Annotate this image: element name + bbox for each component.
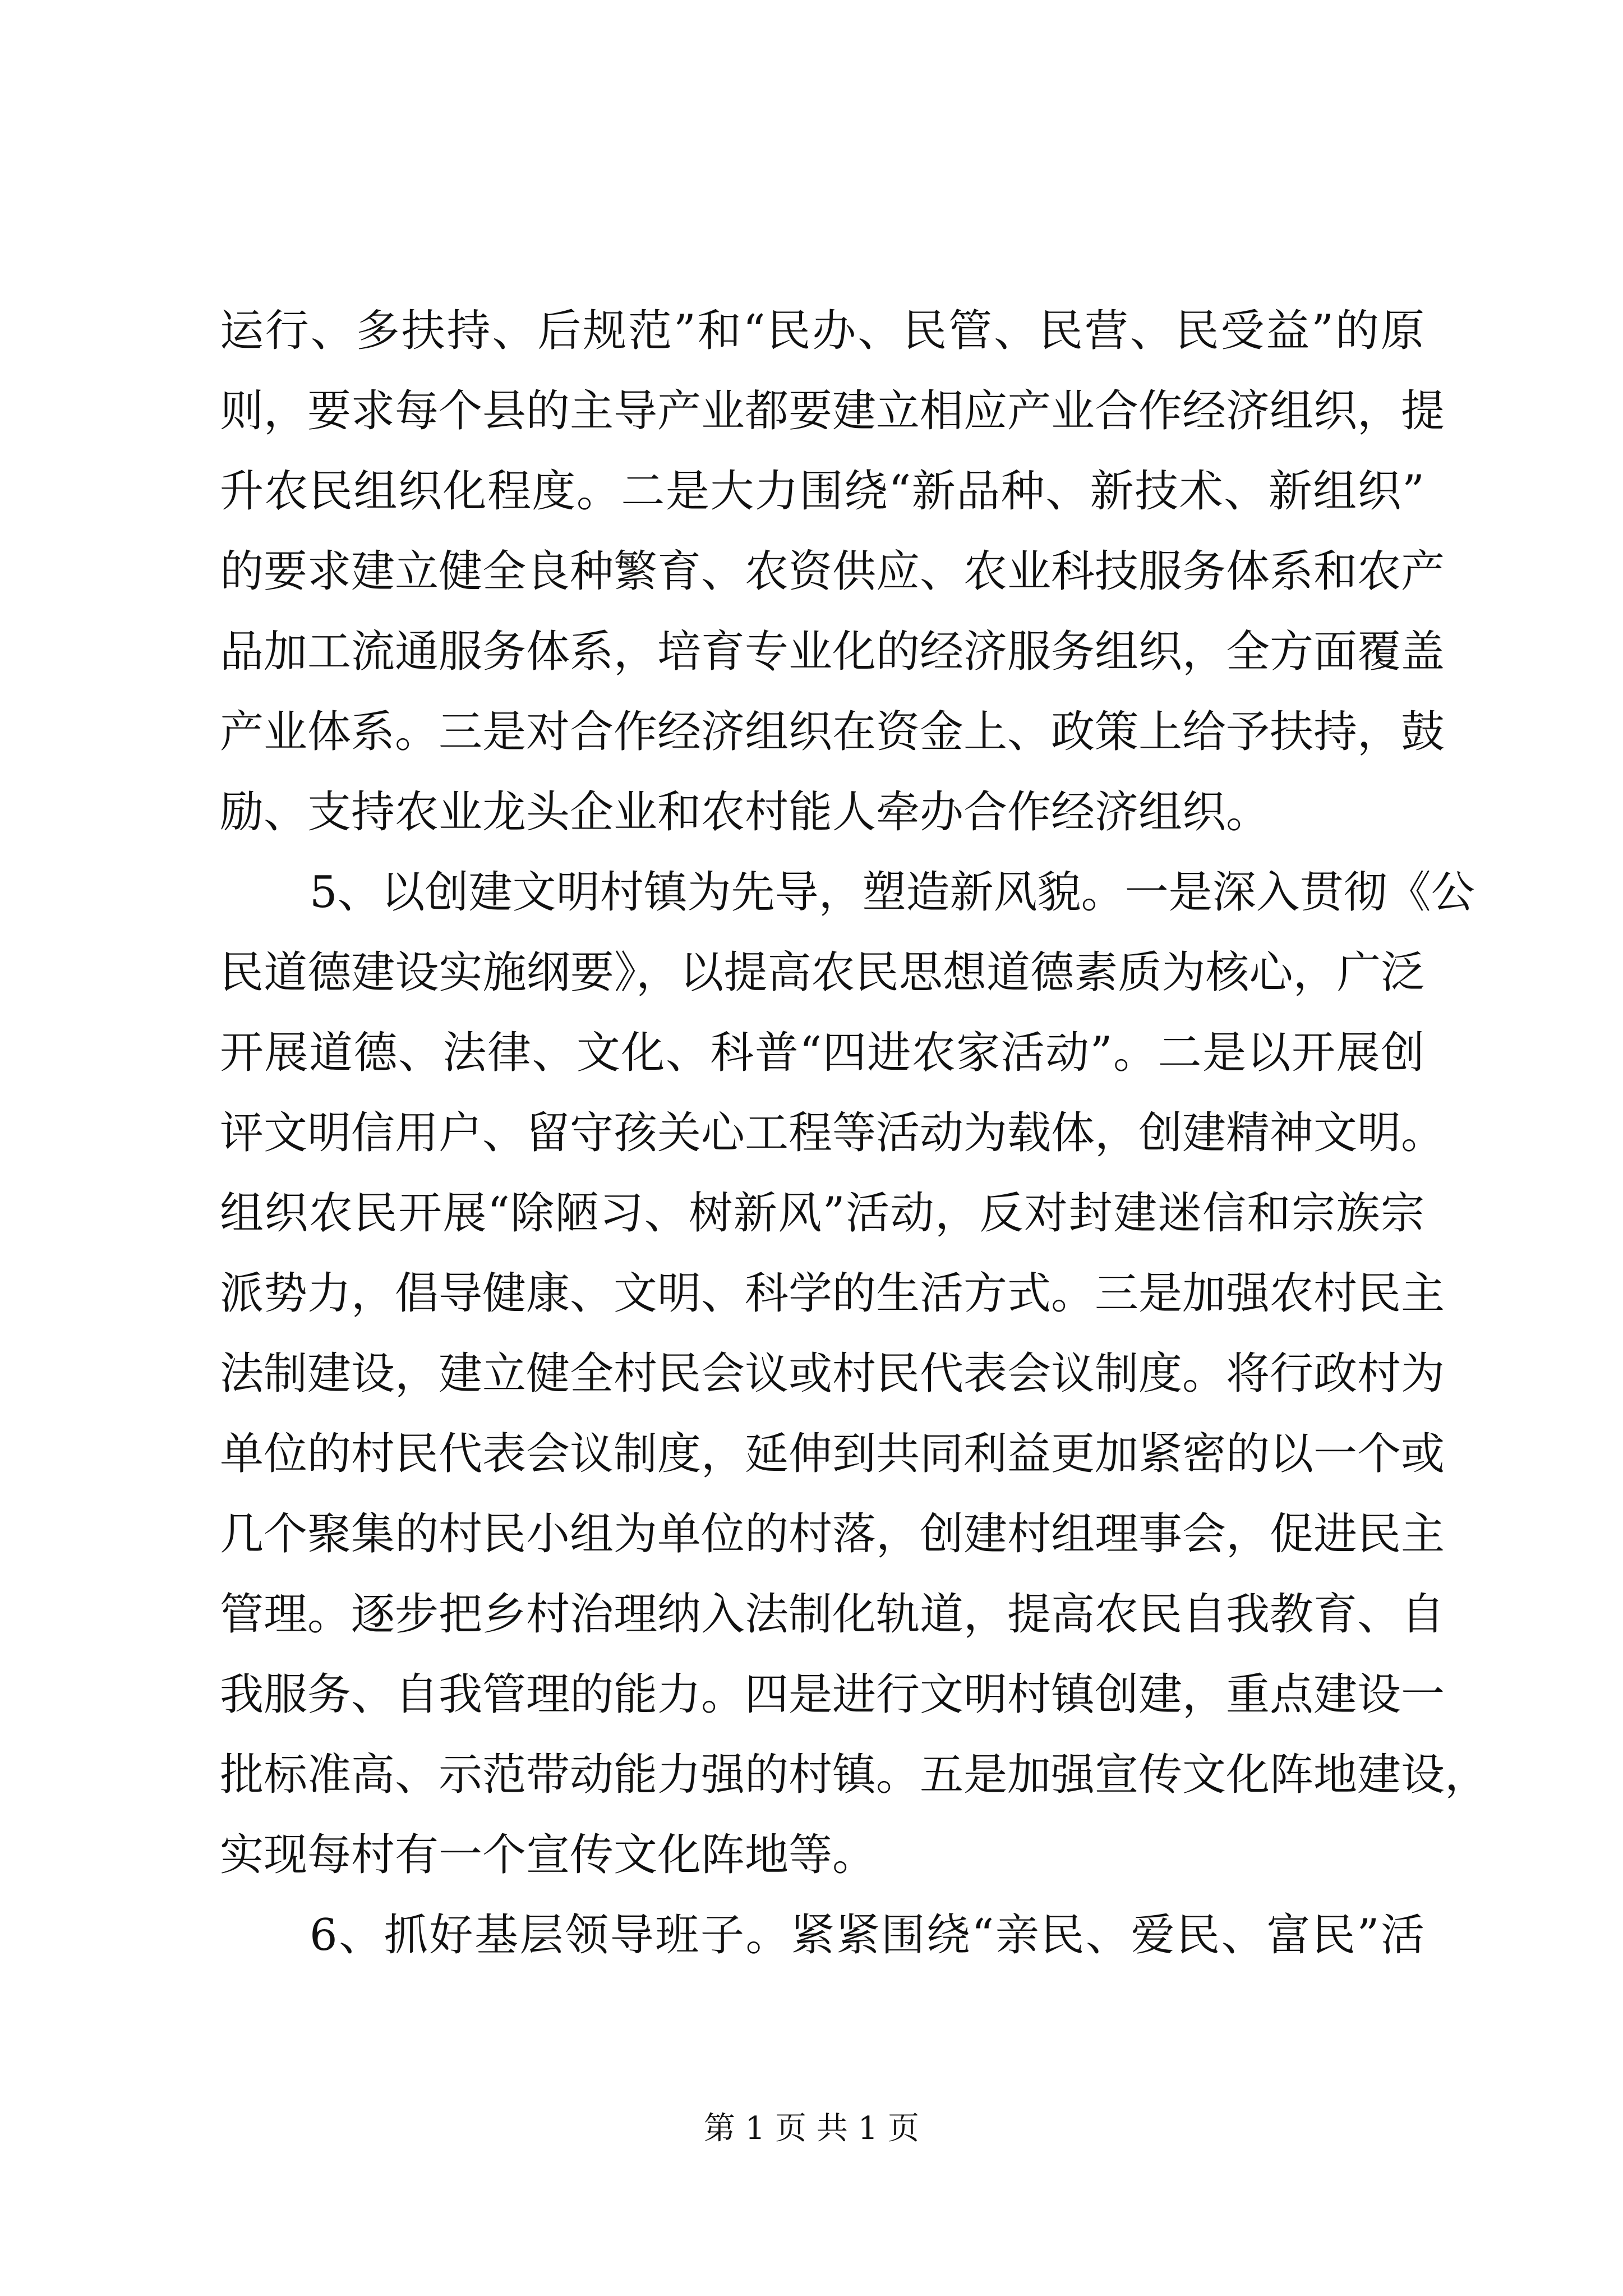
text-line: 民道德建设实施纲要》，以提高农民思想道德素质为核心，广泛 <box>220 947 1424 998</box>
text-line: 励、支持农业龙头企业和农村能人牵办合作经济组织。 <box>220 787 1270 838</box>
text-line: 品加工流通服务体系，培育专业化的经济服务组织，全方面覆盖 <box>220 627 1445 677</box>
page-number-footer: 第 1 页 共 1 页 <box>703 2110 920 2147</box>
text-line: 批标准高、示范带动能力强的村镇。五是加强宣传文化阵地建设， <box>220 1750 1489 1800</box>
text-line: 评文明信用户、留守孩关心工程等活动为载体，创建精神文明。 <box>220 1108 1445 1158</box>
text-line: 几个聚集的村民小组为单位的村落，创建村组理事会，促进民主 <box>220 1509 1445 1559</box>
text-line: 派势力，倡导健康、文明、科学的生活方式。三是加强农村民主 <box>220 1268 1445 1319</box>
text-line: 实现每村有一个宣传文化阵地等。 <box>220 1830 877 1880</box>
text-line: 产业体系。三是对合作经济组织在资金上、政策上给予扶持，鼓 <box>220 707 1445 757</box>
text-line: 法制建设，建立健全村民会议或村民代表会议制度。将行政村为 <box>220 1349 1445 1399</box>
text-line: 的要求建立健全良种繁育、农资供应、农业科技服务体系和农产 <box>220 546 1445 597</box>
text-line: 管理。逐步把乡村治理纳入法制化轨道，提高农民自我教育、自 <box>220 1589 1445 1640</box>
paragraph-start-line: 6、抓好基层领导班子。紧紧围绕“亲民、爱民、富民”活 <box>310 1910 1424 1961</box>
text-line: 则，要求每个县的主导产业都要建立相应产业合作经济组织，提 <box>220 386 1445 436</box>
text-line: 开展道德、法律、文化、科普“四进农家活动”。二是以开展创 <box>220 1028 1424 1078</box>
text-line: 组织农民开展“除陋习、树新风”活动，反对封建迷信和宗族宗 <box>220 1188 1424 1239</box>
text-line: 运行、多扶持、后规范”和“民办、民管、民营、民受益”的原 <box>220 306 1424 356</box>
paragraph-start-line: 5、以创建文明村镇为先导，塑造新风貌。一是深入贯彻《公 <box>310 867 1475 918</box>
text-line: 升农民组织化程度。二是大力围绕“新品种、新技术、新组织” <box>220 466 1424 517</box>
text-line: 单位的村民代表会议制度，延伸到共同利益更加紧密的以一个或 <box>220 1429 1445 1479</box>
text-line: 我服务、自我管理的能力。四是进行文明村镇创建，重点建设一 <box>220 1669 1445 1720</box>
